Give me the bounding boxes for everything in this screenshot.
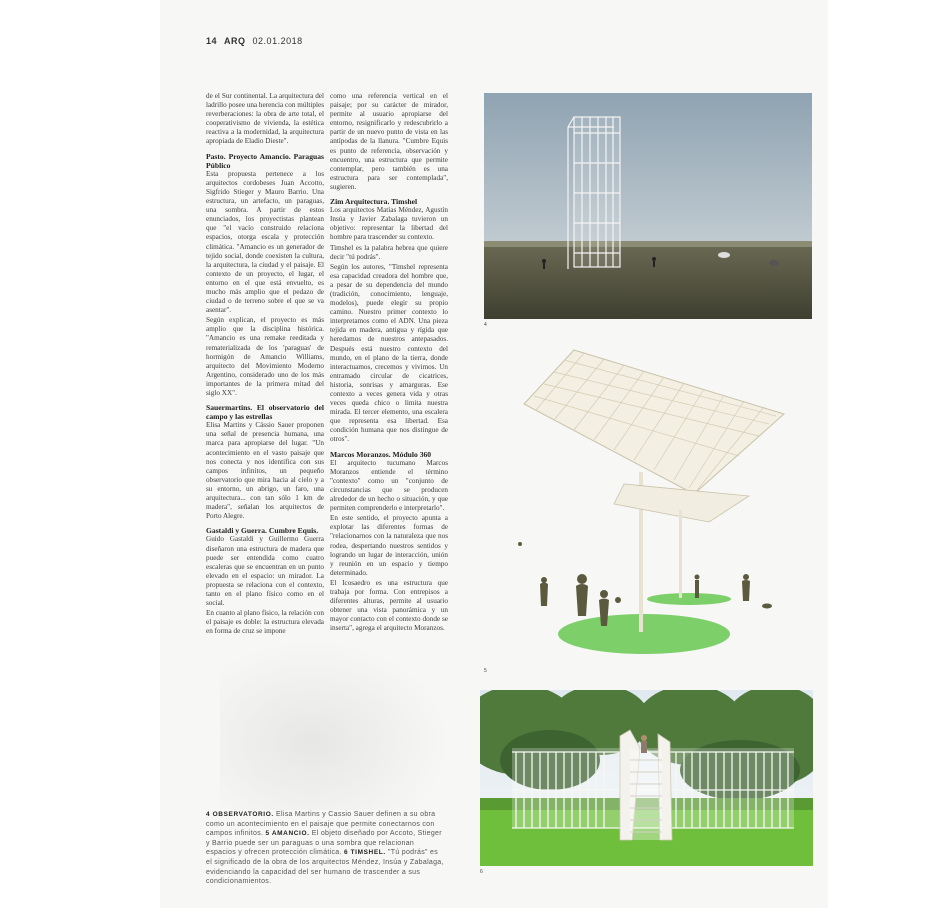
paragraph: Guido Gastaldi y Guillermo Guerra diseñaron una estructura de madera que puede ser entendida como cuatro escaleras que se encuentran en un punto elevado en el espacio: un mirador. La propuesta se relaciona con el contexto, tanto en el plano físico como en el social. (206, 535, 324, 608)
paragraph: de el Sur continental. La arquitectura del ladrillo posee una herencia con múltiples reverberaciones: la obra de arte total, el cooperativismo de vivienda, la estética reactiva a la modernidad, la arquitectura apropiada de Eladio Dieste". (206, 92, 324, 146)
paragraph: Según explican, el proyecto es más amplio que la disciplina histórica. "Amancio es una remake reeditada y rematerializada de los 'paraguas' de hormigón de Amancio Williams, arquitecto del Movimiento Moderno Argentino, considerado uno de los más importantes de la primera mitad del siglo XX". (206, 316, 324, 397)
figure-number-4: 4 (484, 322, 487, 328)
text-column-2 (330, 92, 448, 634)
paragraph: En cuanto al plano físico, la relación con el paisaje es doble: la estructura elevada en forma de cruz se impone (206, 609, 324, 636)
paragraph: El arquitecto tucumano Marcos Moranzos entiende el término "contexto" como un "conjunto de circunstancias que se producen alrededor de un hecho o situación, y que permiten comprenderlo e interpretarlo". (330, 458, 448, 513)
subheading: Pasto. Proyecto Amancio. Paraguas Público (206, 151, 324, 170)
section-name: ARQ (224, 36, 246, 46)
caption-4-label: 4 OBSERVATORIO. (206, 811, 274, 818)
photo-captions (206, 810, 446, 887)
subheading: Sauermartins. El observatorio del campo y las estrellas (206, 403, 324, 422)
timshel-pavilion-image (480, 690, 813, 866)
observatory-image (484, 93, 812, 319)
paragraph: Según los autores, "Timshel representa esa capacidad creadora del hombre que, a pesar de su dependencia del mundo (tradición, conocimiento, lenguaje, modelos), puede elegir su propio camino. Nuestro primer contexto lo interpretamos como el ADN. Una pieza tejida en madera, antigua y rígida que heredamos de nuestros antepasados. Después está nuestro contexto del mundo, en el plano de la tierra, donde interactuamos, crecemos y vivimos. Un entramado circular de cicatrices, historia, sonrisas y amarguras. Ese contexto a veces genera vida y otras veces queda chico o limita nuestra mirada. El tercer elemento, una escalera que representa esa libertad. Esa condición humana que nos distingue de otros". (330, 262, 448, 444)
paragraph: Esta propuesta pertenece a los arquitectos cordobeses Juan Accotto, Sigfrido Stieger y Mauro Barrio. Una estructura, un artefacto, un paraguas, una sombra. A partir de estos enunciados, los proyectistas plantean que "el vacío construido relaciona espacios, otorga escala y protección climática. "Amancio es un generador de tejido social, donde coexisten la cultura, la arquitectura, la ciudad y el paisaje. El contexto de un proyecto, el lugar, el entorno en el que está envuelto, es mucho más amplio que el pedazo de ciudad o de terreno sobre el que se va asentar". (206, 169, 324, 315)
paragraph: Elisa Martins y Cássio Sauer proponen una señal de presencia humana, una marca para apropiarse del lugar. "Un acontecimiento en el vasto paisaje que nos conecta y nos identifica con sus campos infinitos, un pequeño observatorio que mira hacia al cielo y a su entorno, un abrigo, un faro, una arquitectura... con tan sólo 1 km de madera", señalan los arquitectos de Porto Alegre. (206, 421, 324, 521)
subheading: Gastaldi y Guerra. Cumbre Equis. (206, 526, 319, 536)
paragraph: En este sentido, el proyecto apunta a explotar las diferentes formas de "relacionarnos con la naturaleza que nos rodea, despertando nuestros sentidos y logrando un lugar de interacción, unión y reunión en un espacio y tiempo determinado. (330, 514, 448, 577)
page-header (206, 36, 303, 46)
figure-number-5: 5 (484, 668, 487, 674)
text-column-1 (206, 92, 324, 637)
figure-number-6: 6 (480, 869, 483, 875)
amancio-umbrella-image (484, 344, 812, 664)
subheading: Marcos Moranzos. Módulo 360 (330, 449, 432, 459)
print-smudge (220, 640, 450, 810)
paragraph: como una referencia vertical en el paisaje; por su carácter de mirador, permite al usuario apropiarse del entorno, resignificarlo y redescubrirlo a partir de un nuevo punto de vista en las antípodas de la llanura. "Cumbre Equis es punto de referencia, observación y encuentro, una estructura que permite contemplar, pero también es una estructura para ser contemplada", sugieren. (330, 92, 448, 191)
paragraph: Los arquitectos Matías Méndez, Agustín Insúa y Javier Zabalaga tuvieron un objetivo: representar la libertad del hombre para trascender su contexto. (330, 206, 448, 242)
caption-5-label: 5 AMANCIO. (265, 830, 310, 838)
caption-6-label: 6 TIMSHEL. (343, 849, 386, 857)
paragraph: El Icosaedro es una estructura que trabaja por forma. Con entrepisos a diferentes alturas, permite al usuario obtener una vista panorámica y un mayor contacto con el contexto donde se inserta", agrega el arquitecto Moranzos. (330, 578, 448, 633)
page-number: 14 (206, 36, 218, 46)
issue-date: 02.01.2018 (252, 36, 303, 46)
paragraph: Timshel es la palabra hebrea que quiere decir "tú podrás". (330, 243, 448, 261)
caption-5-text: El objeto diseñado por Accoto, Stieger y Barrio puede ser un paraguas o una sombra que relacionan espacios y ofrecen protección climática. (206, 830, 442, 857)
caption-6-text: "Tú podrás" es el significado de la obra de los arquitectos Méndez, Insúa y Zabalaga, evidenciando la capacidad del ser humano de trascender a sus condicionamientos. (206, 849, 444, 886)
caption-4-text: Elisa Martins y Cassio Sauer definen a su obra como un acontecimiento en el paisaje que permite conectarnos con campos infinitos. (206, 811, 436, 838)
subheading: Zim Arquitectura. Timshel (330, 197, 418, 207)
